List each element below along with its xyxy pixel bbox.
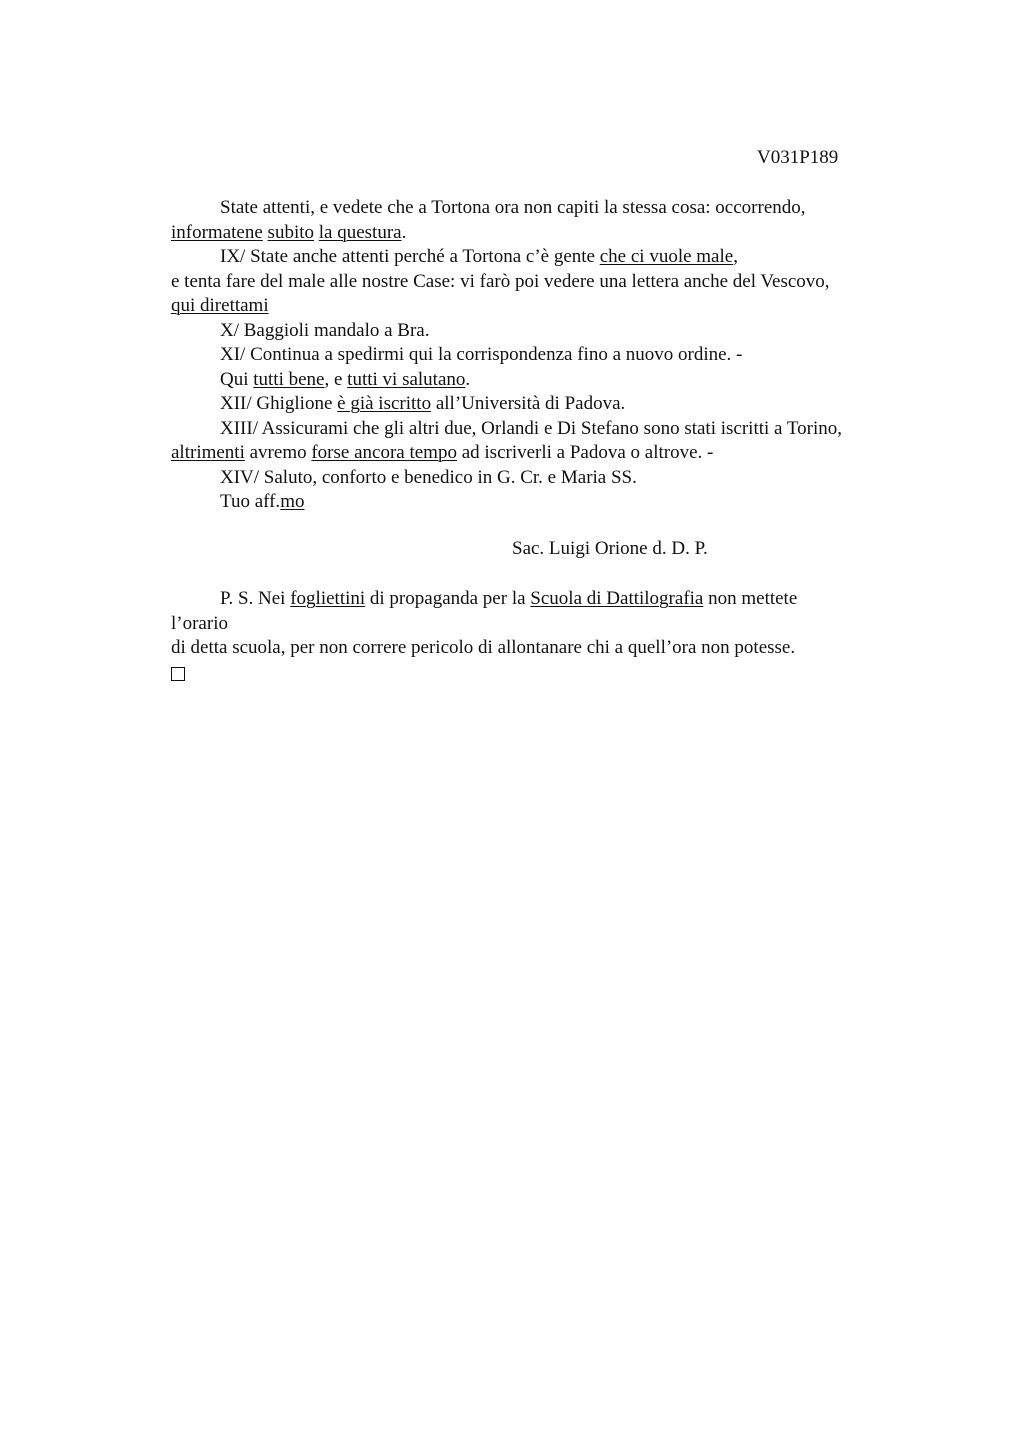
underlined-altrimenti: altrimenti: [171, 442, 245, 463]
line-7: [171, 343, 931, 368]
underlined-tutti-vi-salutano: tutti vi salutano: [347, 368, 466, 390]
underlined-mo: mo: [280, 491, 305, 512]
line-7-text: XI/ Continua a spedirmi qui la corrispondenza fino a nuovo ordine. -: [220, 344, 743, 365]
line-13: [171, 490, 931, 515]
ps-line-3: [171, 636, 931, 661]
line-9-text-a: XII/ Ghiglione: [220, 393, 338, 414]
line-6-text: X/ Baggioli mandalo a Bra.: [220, 319, 430, 341]
ps-text-d: l’orario: [171, 612, 228, 634]
underlined-qui-direttami: qui direttami: [171, 295, 269, 316]
line-9-text-b: all’Università di Padova.: [431, 393, 626, 414]
underlined-tutti-bene: tutti bene: [253, 368, 325, 390]
line-11-text-a: avremo: [244, 442, 312, 463]
line-8: [171, 368, 931, 393]
ps-text-c: non mettete: [703, 588, 798, 609]
underlined-questura: la questura: [318, 221, 402, 243]
ps-line-1: [171, 587, 931, 612]
line-8-text-b: , e: [324, 368, 348, 390]
line-8-text-a: Qui: [220, 368, 254, 390]
line-2: [171, 221, 931, 246]
line-4: [171, 270, 931, 295]
signature: Sac. Luigi Orione d. D. P.: [512, 538, 708, 559]
ps-text-e: di detta scuola, per non correre pericolo di allontanare chi a quell’ora non potesse.: [171, 637, 796, 658]
line-12-text: XIV/ Saluto, conforto e benedico in G. Cr. e Maria SS.: [220, 466, 637, 488]
ps-line-2: [171, 612, 931, 637]
line-9: [171, 392, 931, 417]
letter-body: [171, 196, 931, 515]
underlined-informatene: informatene: [171, 221, 263, 243]
line-10-text: XIII/ Assicurami che gli altri due, Orlandi e Di Stefano sono stati iscritti a Torino,: [220, 417, 843, 439]
line-11: [171, 441, 931, 466]
line-2-end: .: [401, 221, 407, 243]
line-12: [171, 466, 931, 491]
line-6: [171, 319, 931, 344]
ps-text-b: di propaganda per la: [365, 588, 531, 609]
line-3: [171, 245, 931, 270]
underlined-subito: subito: [267, 221, 314, 243]
ps-line-4: [171, 661, 931, 689]
line-5: [171, 294, 931, 319]
square-icon: [171, 667, 185, 681]
ps-text-a: P. S. Nei: [220, 588, 291, 609]
line-1-text: State attenti, e vedete che a Tortona ora non capiti la stessa cosa: occorrendo,: [220, 197, 806, 218]
page-id: V031P189: [757, 147, 839, 168]
underlined-forse-ancora-tempo: forse ancora tempo: [311, 442, 457, 463]
line-11-text-b: ad iscriverli a Padova o altrove. -: [456, 442, 714, 463]
line-1: [171, 196, 931, 221]
line-3-text: IX/ State anche attenti perché a Tortona c’è gente: [220, 246, 600, 267]
line-4-text: e tenta fare del male alle nostre Case: vi farò poi vedere una lettera anche del Vescovo,: [171, 270, 830, 292]
underlined-fogliettini: fogliettini: [290, 588, 366, 609]
underlined-gia-iscritto: è già iscritto: [337, 393, 432, 414]
line-3-end: ,: [733, 246, 738, 267]
line-10: [171, 417, 931, 442]
underlined-che-ci-vuole-male: che ci vuole male: [599, 246, 734, 267]
line-13-text: Tuo aff.: [220, 491, 281, 512]
underlined-scuola-di-dattilografia: Scuola di Dattilografia: [530, 588, 704, 609]
postscript: [171, 587, 931, 688]
line-8-end: .: [465, 368, 471, 390]
